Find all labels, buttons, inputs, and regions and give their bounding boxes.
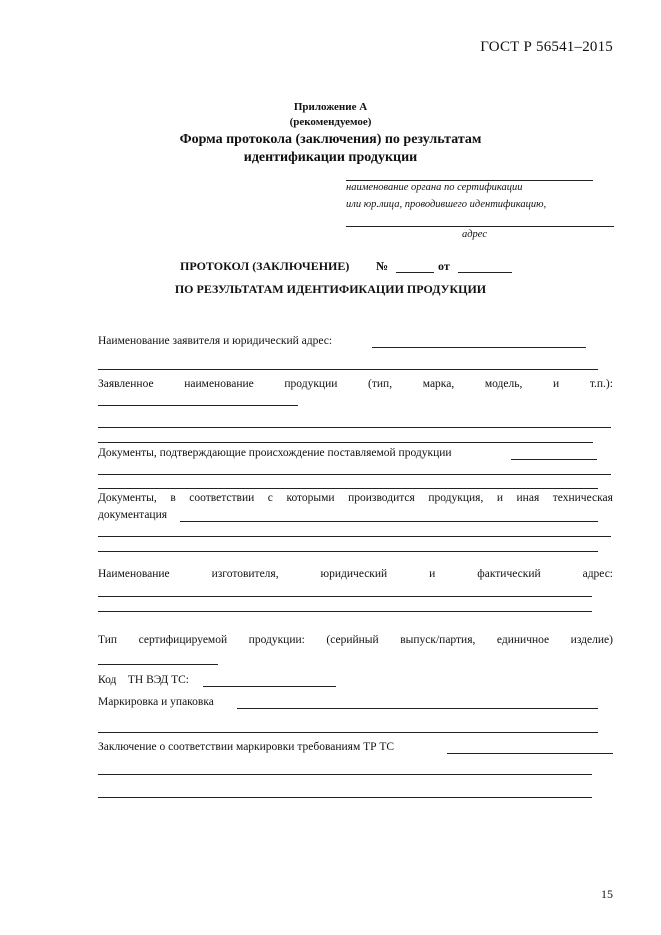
- word: сертифицируемой: [138, 634, 228, 646]
- word: производится: [348, 492, 415, 504]
- protocol-number-line[interactable]: [396, 272, 434, 273]
- word: техническая: [552, 492, 613, 504]
- word: продукции: [284, 378, 338, 390]
- standard-designation: ГОСТ Р 56541–2015: [480, 39, 613, 55]
- word: единичное: [496, 634, 550, 646]
- applicant-line-1[interactable]: [372, 347, 586, 348]
- word: марка,: [422, 378, 455, 390]
- manufacturer-label: [98, 568, 613, 580]
- word: (серийный: [326, 634, 379, 646]
- protocol-subtitle: ПО РЕЗУЛЬТАТАМ ИДЕНТИФИКАЦИИ ПРОДУКЦИИ: [174, 282, 487, 296]
- word: в: [170, 492, 176, 504]
- word: Тип: [98, 634, 118, 646]
- manufacturer-line-2[interactable]: [98, 611, 592, 612]
- word: фактический: [477, 568, 541, 580]
- word: юридический: [320, 568, 388, 580]
- word: иная: [516, 492, 540, 504]
- origin-docs-line-3[interactable]: [98, 488, 598, 489]
- word: модель,: [484, 378, 523, 390]
- word: (тип,: [368, 378, 393, 390]
- org-caption-1: наименование органа по сертификации: [346, 182, 523, 193]
- word: продукции:: [248, 634, 305, 646]
- org-caption-2: или юр.лица, проводившего идентификацию,: [346, 199, 547, 210]
- word: продукция,: [428, 492, 484, 504]
- conclusion-line-1[interactable]: [447, 753, 613, 754]
- form-title-line-2: идентификации продукции: [243, 150, 418, 165]
- marking-label: Маркировка и упаковка: [98, 696, 214, 708]
- applicant-line-2[interactable]: [98, 369, 598, 370]
- word: которыми: [286, 492, 335, 504]
- manufacturer-line-1[interactable]: [98, 596, 592, 597]
- org-name-line[interactable]: [346, 180, 593, 181]
- word: соответствии: [189, 492, 255, 504]
- conclusion-line-3[interactable]: [98, 797, 592, 798]
- code-label: Код ТН ВЭД ТС:: [98, 674, 189, 686]
- protocol-date-line[interactable]: [458, 272, 512, 273]
- word: Наименование: [98, 568, 170, 580]
- tech-docs-line-2[interactable]: [98, 536, 611, 537]
- protocol-title: ПРОТОКОЛ (ЗАКЛЮЧЕНИЕ): [180, 259, 350, 273]
- tech-docs-line-1[interactable]: [180, 521, 598, 522]
- conclusion-line-2[interactable]: [98, 774, 592, 775]
- form-title-line-1: Форма протокола (заключения) по результатам: [179, 132, 482, 147]
- word: изделие): [570, 634, 613, 646]
- origin-docs-line-1[interactable]: [511, 459, 597, 460]
- word: изготовителя,: [211, 568, 279, 580]
- tech-docs-label: [98, 492, 613, 504]
- word: и: [496, 492, 503, 504]
- org-address-caption: адрес: [462, 229, 487, 240]
- org-address-line[interactable]: [346, 226, 614, 227]
- declared-product-label: [98, 378, 613, 390]
- tech-docs-label-2: документация: [98, 509, 168, 521]
- code-line[interactable]: [203, 686, 336, 687]
- word: выпуск/партия,: [400, 634, 476, 646]
- marking-line-1[interactable]: [237, 708, 598, 709]
- word: наименование: [184, 378, 254, 390]
- protocol-number-sign: №: [376, 259, 389, 273]
- declared-product-line-3[interactable]: [98, 442, 593, 443]
- applicant-label: Наименование заявителя и юридический адрес:: [98, 335, 333, 347]
- word: с: [267, 492, 273, 504]
- word: и: [429, 568, 436, 580]
- page-number: 15: [601, 887, 613, 901]
- origin-docs-label: Документы, подтверждающие происхождение поставляемой продукции: [98, 447, 452, 459]
- origin-docs-line-2[interactable]: [98, 474, 611, 475]
- protocol-from-label: от: [438, 259, 450, 273]
- declared-product-line-2[interactable]: [98, 427, 611, 428]
- marking-line-2[interactable]: [98, 732, 598, 733]
- word: т.п.):: [589, 378, 613, 390]
- appendix-status: (рекомендуемое): [289, 116, 372, 128]
- tech-docs-line-3[interactable]: [98, 551, 598, 552]
- declared-product-line-1[interactable]: [98, 405, 298, 406]
- word: Документы,: [98, 492, 157, 504]
- product-type-line[interactable]: [98, 664, 218, 665]
- word: адрес:: [582, 568, 613, 580]
- word: Заявленное: [98, 378, 154, 390]
- product-type-label: [98, 634, 613, 646]
- conclusion-label: Заключение о соответствии маркировки требованиям ТР ТС: [98, 741, 395, 753]
- appendix-title: Приложение А: [293, 101, 368, 113]
- word: и: [553, 378, 560, 390]
